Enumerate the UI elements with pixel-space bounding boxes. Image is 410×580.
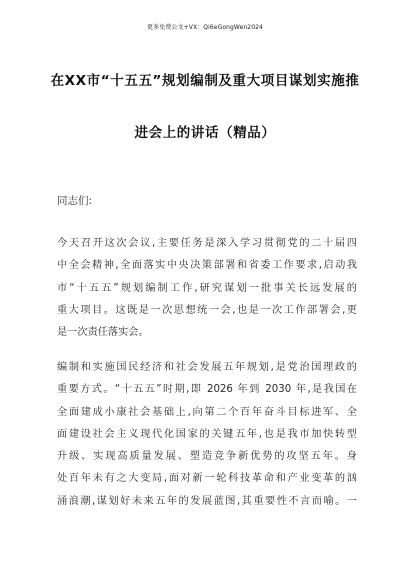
paragraph-line: 全面建成小康社会基础上,向第二个百年奋斗目标进军、全 xyxy=(57,406,357,418)
paragraph-line: 面建设社会主义现代化国家的关键五年,也是我市加快转型 xyxy=(57,428,357,440)
document-title-line-2: 进会上的讲话（精品） xyxy=(134,125,276,141)
paragraph-line: 重大项目。这既是一次思想统一会,也是一次工作部署会,更 xyxy=(57,304,357,316)
paragraph-line: 升级、实现高质量发展、塑造竞争新优势的攻坚五年。身 xyxy=(57,451,357,463)
paragraph-line: 市“十五五”规划编制工作,研究谋划一批事关长远发展的 xyxy=(57,282,357,294)
header-note: 更多免费公文+VX：Qi6eGongWen2024 xyxy=(147,24,263,31)
paragraph-line: 编制和实施国民经济和社会发展五年规划,是党治国理政的 xyxy=(57,362,357,373)
paragraph-line: 中全会精神,全面落实中央决策部署和省委工作要求,启动我 xyxy=(57,260,357,272)
paragraph-line: 今天召开这次会议,主要任务是深入学习贯彻党的二十届四 xyxy=(57,238,357,249)
paragraph-2 xyxy=(57,357,357,513)
document-title-line-1: 在XX市“十五五”规划编制及重大项目谋划实施推 xyxy=(50,73,360,89)
paragraph-line: 是一次责任落实会。 xyxy=(57,327,149,339)
paragraph-line: 重要方式。“十五五”时期,即 2026 年到 2030 年,是我国在 xyxy=(57,384,357,396)
paragraph-1 xyxy=(57,233,357,344)
paragraph-line: 处百年未有之大变局,面对新一轮科技革命和产业变革的汹 xyxy=(57,473,357,485)
paragraph-line: 涌浪潮,谋划好未来五年的发展蓝图,其重要性不言而喻。一 xyxy=(57,495,357,507)
greeting: 同志们: xyxy=(57,195,93,207)
